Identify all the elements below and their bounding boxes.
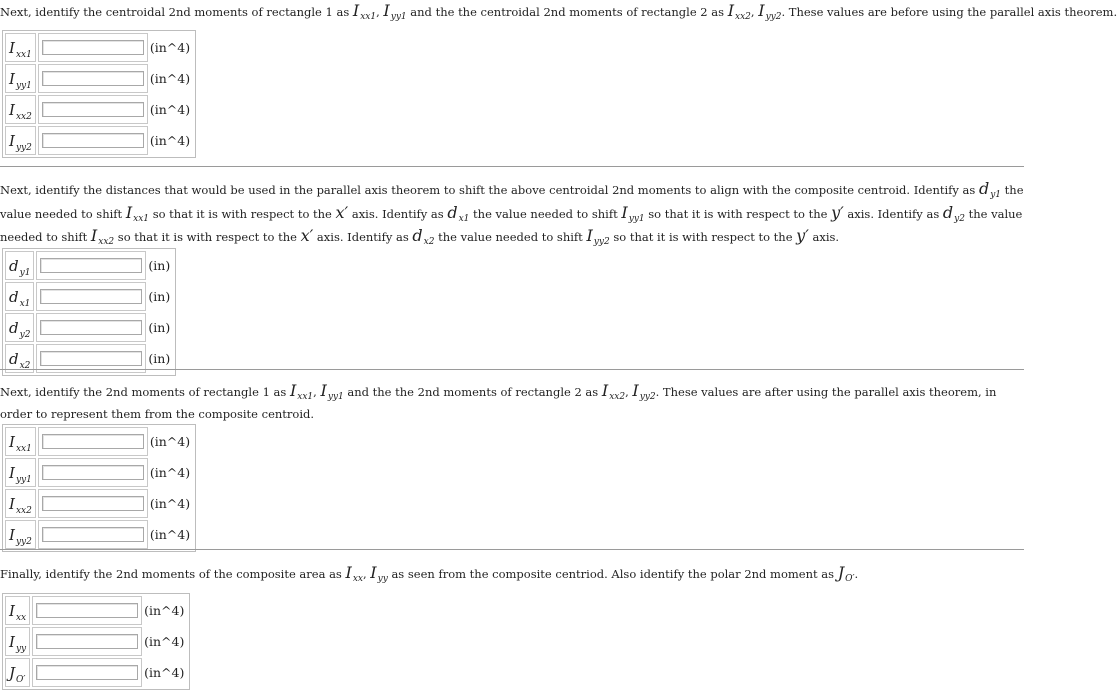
sym3-iyy1-base: I [320, 381, 327, 400]
unit-label: (in^4) [149, 434, 191, 449]
sym4-jo [838, 563, 855, 582]
sym-iyy2-sub: yy2 [765, 12, 782, 22]
section1-instructions [0, 1, 1117, 25]
answer-input[interactable] [42, 465, 144, 480]
row-label-symbol: I [9, 38, 15, 57]
answer-input[interactable] [42, 527, 144, 542]
unit-label: (in^4) [144, 634, 185, 649]
var-dy2-base: d [942, 202, 954, 222]
row-field-cell [38, 520, 148, 549]
section2-text-1: Next, identify the distances that would be used in the parallel axis theorem to shift the above centroidal 2nd moments to align with the composite centroid. Identify as [0, 183, 979, 197]
section2-instructions [0, 179, 1024, 250]
input-row [5, 282, 173, 311]
sym3-ixx2-base: I [601, 381, 609, 400]
section2-text-11: the value needed to shift [434, 230, 587, 244]
answer-input[interactable] [42, 434, 144, 449]
section1-sep-b: , [750, 5, 759, 19]
row-label [5, 458, 36, 487]
sym-ixx1-sub: xx1 [360, 12, 377, 22]
row-label-subscript: yy1 [15, 474, 32, 485]
row-label-subscript: xx2 [15, 505, 32, 516]
sym3-iyy2-base: I [632, 381, 639, 400]
input-row [5, 489, 193, 518]
var-ixx1 [126, 203, 149, 222]
input-row [5, 596, 187, 625]
section2-text-10: axis. Identify as [313, 230, 413, 244]
answer-input[interactable] [36, 665, 138, 680]
sym-ixx1-base: I [352, 1, 360, 20]
row-label-symbol: I [9, 525, 15, 544]
axis-x-prime-2: x′ [300, 226, 314, 245]
row-label-subscript: xx [15, 612, 27, 623]
row-label-symbol: d [9, 287, 19, 306]
row-field-cell [38, 95, 148, 124]
sym-iyy1 [383, 1, 406, 20]
var-dx1 [447, 203, 469, 222]
row-label-subscript: xx1 [15, 49, 32, 60]
sym3-iyy2-sub: yy2 [639, 392, 656, 402]
answer-input[interactable] [40, 320, 142, 335]
input-row [5, 126, 193, 155]
sym3-ixx1-base: I [289, 381, 297, 400]
var-dx2-sub: x2 [423, 237, 435, 247]
sym-ixx2 [728, 1, 751, 20]
sym3-ixx2 [602, 381, 625, 400]
input-row [5, 520, 193, 549]
unit-label: (in) [148, 258, 171, 273]
answer-input[interactable] [40, 289, 142, 304]
var-iyy1 [621, 203, 644, 222]
unit-label: (in^4) [144, 603, 185, 618]
row-label [5, 33, 36, 62]
var-dx1-base: d [447, 202, 458, 222]
answer-input[interactable] [36, 603, 138, 618]
row-label-symbol: I [9, 69, 15, 88]
var-dx2-base: d [412, 226, 423, 245]
row-label [5, 126, 36, 155]
sym4-iyy [370, 563, 388, 582]
row-label [5, 282, 34, 311]
var-iyy1-base: I [621, 202, 628, 222]
unit-label: (in) [148, 320, 171, 335]
row-label [5, 95, 36, 124]
row-label-subscript: xx2 [15, 111, 32, 122]
row-field-cell [32, 596, 142, 625]
sym4-ixx [346, 563, 363, 582]
var-dy2-sub: y2 [954, 213, 965, 224]
section2-text-8: the value needed to shift [0, 206, 1023, 244]
section4-text-b: as seen from the composite centriod. Also identify the polar 2nd moment as [387, 567, 838, 581]
unit-label: (in^4) [149, 527, 191, 542]
axis-y-prime-2: y′ [796, 226, 809, 245]
var-ixx2-sub: xx2 [98, 237, 115, 247]
var-dx1-sub: x1 [458, 213, 470, 224]
row-field-cell [36, 282, 146, 311]
input-row [5, 627, 187, 656]
row-field-cell [38, 489, 148, 518]
input-row [5, 33, 193, 62]
sym4-ixx-base: I [345, 563, 352, 582]
section3-sep-a: , [313, 385, 321, 399]
row-label [5, 658, 30, 687]
row-field-cell [36, 251, 146, 280]
row-field-cell [38, 64, 148, 93]
sym-iyy2 [758, 1, 781, 20]
row-label [5, 64, 36, 93]
divider-2 [0, 369, 1024, 370]
row-label [5, 520, 36, 549]
input-row [5, 427, 193, 456]
row-label-symbol: d [9, 256, 19, 275]
section1-sep-a: , [376, 5, 384, 19]
row-label-subscript: x1 [19, 298, 31, 309]
sym3-iyy1-sub: yy1 [327, 392, 344, 402]
row-label [5, 251, 34, 280]
sym4-jo-sub: O′ [845, 574, 855, 584]
row-label-symbol: I [9, 100, 15, 119]
row-label-subscript: y1 [19, 267, 31, 278]
section1-input-table [2, 30, 196, 158]
var-dy1 [979, 179, 1001, 198]
var-dy2 [943, 203, 965, 222]
section4-instructions [0, 563, 1024, 587]
var-dy1-sub: y1 [990, 190, 1002, 200]
unit-label: (in) [148, 351, 171, 366]
input-row [5, 313, 173, 342]
section3-rows [5, 427, 193, 549]
row-label [5, 596, 30, 625]
row-field-cell [38, 458, 148, 487]
answer-input[interactable] [42, 496, 144, 511]
sym3-ixx2-sub: xx2 [609, 392, 626, 402]
row-label-subscript: O′ [16, 674, 26, 685]
input-row [5, 251, 173, 280]
row-label-subscript: y2 [19, 329, 31, 340]
section2-text-3: so that it is with respect to the [149, 206, 336, 221]
section3-instructions [0, 381, 1024, 424]
section2-text-5: the value needed to shift [469, 206, 622, 221]
var-iyy2-base: I [586, 226, 593, 245]
answer-input[interactable] [42, 40, 144, 55]
row-label-subscript: x2 [19, 360, 31, 371]
row-label-symbol: I [9, 601, 15, 620]
var-ixx1-sub: xx1 [133, 213, 150, 224]
unit-label: (in^4) [149, 465, 191, 480]
unit-label: (in^4) [149, 133, 191, 148]
row-field-cell [32, 627, 142, 656]
sym4-ixx-sub: xx [352, 574, 363, 584]
row-field-cell [38, 126, 148, 155]
row-label-symbol: I [9, 463, 15, 482]
input-row [5, 458, 193, 487]
var-ixx2-base: I [90, 226, 98, 245]
section2-text-2: the value needed to shift [0, 183, 1024, 221]
row-label-symbol: J [9, 663, 16, 682]
var-ixx2 [91, 226, 114, 245]
var-iyy2 [586, 226, 609, 245]
row-label-symbol: I [9, 494, 15, 513]
var-dy1-base: d [978, 179, 990, 198]
sym-iyy1-base: I [383, 1, 390, 20]
row-label [5, 489, 36, 518]
row-label-symbol: I [9, 632, 15, 651]
row-label-subscript: yy2 [15, 536, 32, 547]
row-field-cell [38, 427, 148, 456]
row-label-symbol: d [9, 318, 19, 337]
sym-ixx1 [353, 1, 376, 20]
section4-input-table [2, 593, 190, 690]
sym3-iyy2 [632, 381, 655, 400]
section2-input-table [2, 248, 176, 376]
section2-rows [5, 251, 173, 373]
section4-sep-a: , [362, 567, 371, 581]
row-label-symbol: I [9, 432, 15, 451]
section2-text-7: axis. Identify as [843, 206, 943, 221]
section2-text-6: so that it is with respect to the [644, 206, 832, 221]
sym-ixx2-base: I [727, 1, 735, 20]
section3-input-table [2, 424, 196, 552]
section2-text-13: axis. [808, 230, 840, 244]
unit-label: (in^4) [149, 496, 191, 511]
sym-iyy2-base: I [758, 1, 765, 20]
sym4-jo-base: J [837, 563, 845, 582]
input-row [5, 95, 193, 124]
section1-text-b: and the the centroidal 2nd moments of rectangle 2 as [406, 5, 728, 19]
section2-text-9: so that it is with respect to the [114, 230, 301, 244]
axis-y-prime-1: y′ [831, 202, 844, 222]
row-label-subscript: yy2 [15, 142, 32, 153]
var-iyy2-sub: yy2 [593, 237, 610, 247]
row-field-cell [32, 658, 142, 687]
section4-text-c: . [854, 567, 859, 581]
row-label-subscript: yy [15, 643, 27, 654]
unit-label: (in^4) [149, 102, 191, 117]
unit-label: (in^4) [144, 665, 185, 680]
row-field-cell [38, 33, 148, 62]
answer-input[interactable] [40, 351, 142, 366]
sym-iyy1-sub: yy1 [390, 12, 407, 22]
section3-text-a: Next, identify the 2nd moments of rectangle 1 as [0, 385, 290, 399]
row-label [5, 627, 30, 656]
unit-label: (in^4) [149, 40, 191, 55]
sym4-iyy-sub: yy [377, 574, 388, 584]
divider-3 [0, 549, 1024, 550]
input-row [5, 658, 187, 687]
answer-input[interactable] [42, 102, 144, 117]
sym3-ixx1-sub: xx1 [297, 392, 314, 402]
section2-text-4: axis. Identify as [348, 206, 448, 221]
answer-input[interactable] [36, 634, 138, 649]
section3-sep-b: , [625, 385, 633, 399]
section4-text-a: Finally, identify the 2nd moments of the composite area as [0, 567, 346, 581]
var-dx2 [412, 226, 434, 245]
section1-rows [5, 33, 193, 155]
row-label [5, 427, 36, 456]
input-row [5, 64, 193, 93]
row-label [5, 313, 34, 342]
var-iyy1-sub: yy1 [628, 213, 645, 224]
unit-label: (in) [148, 289, 171, 304]
sym4-iyy-base: I [370, 563, 377, 582]
section3-text-c: . These values are after using the parallel axis theorem, in order to represent them from the composite centroid. [0, 385, 997, 421]
section3-text-b: and the the 2nd moments of rectangle 2 as [343, 385, 602, 399]
answer-input[interactable] [42, 71, 144, 86]
var-ixx1-base: I [125, 202, 133, 222]
answer-input[interactable] [42, 133, 144, 148]
divider-1 [0, 166, 1024, 167]
row-label-symbol: I [9, 131, 15, 150]
section2-text-12: so that it is with respect to the [609, 230, 797, 244]
answer-input[interactable] [40, 258, 142, 273]
row-label-subscript: xx1 [15, 443, 32, 454]
row-label-symbol: d [9, 349, 19, 368]
sym-ixx2-sub: xx2 [735, 12, 751, 22]
row-field-cell [36, 313, 146, 342]
axis-x-prime-1: x′ [335, 202, 349, 222]
section4-rows [5, 596, 187, 687]
section1-text-a: Next, identify the centroidal 2nd moments of rectangle 1 as [0, 5, 353, 19]
sym3-iyy1 [320, 381, 343, 400]
row-label-subscript: yy1 [15, 80, 32, 91]
section1-text-c: . These values are before using the parallel axis theorem. [781, 5, 1117, 19]
unit-label: (in^4) [149, 71, 191, 86]
sym3-ixx1 [290, 381, 313, 400]
